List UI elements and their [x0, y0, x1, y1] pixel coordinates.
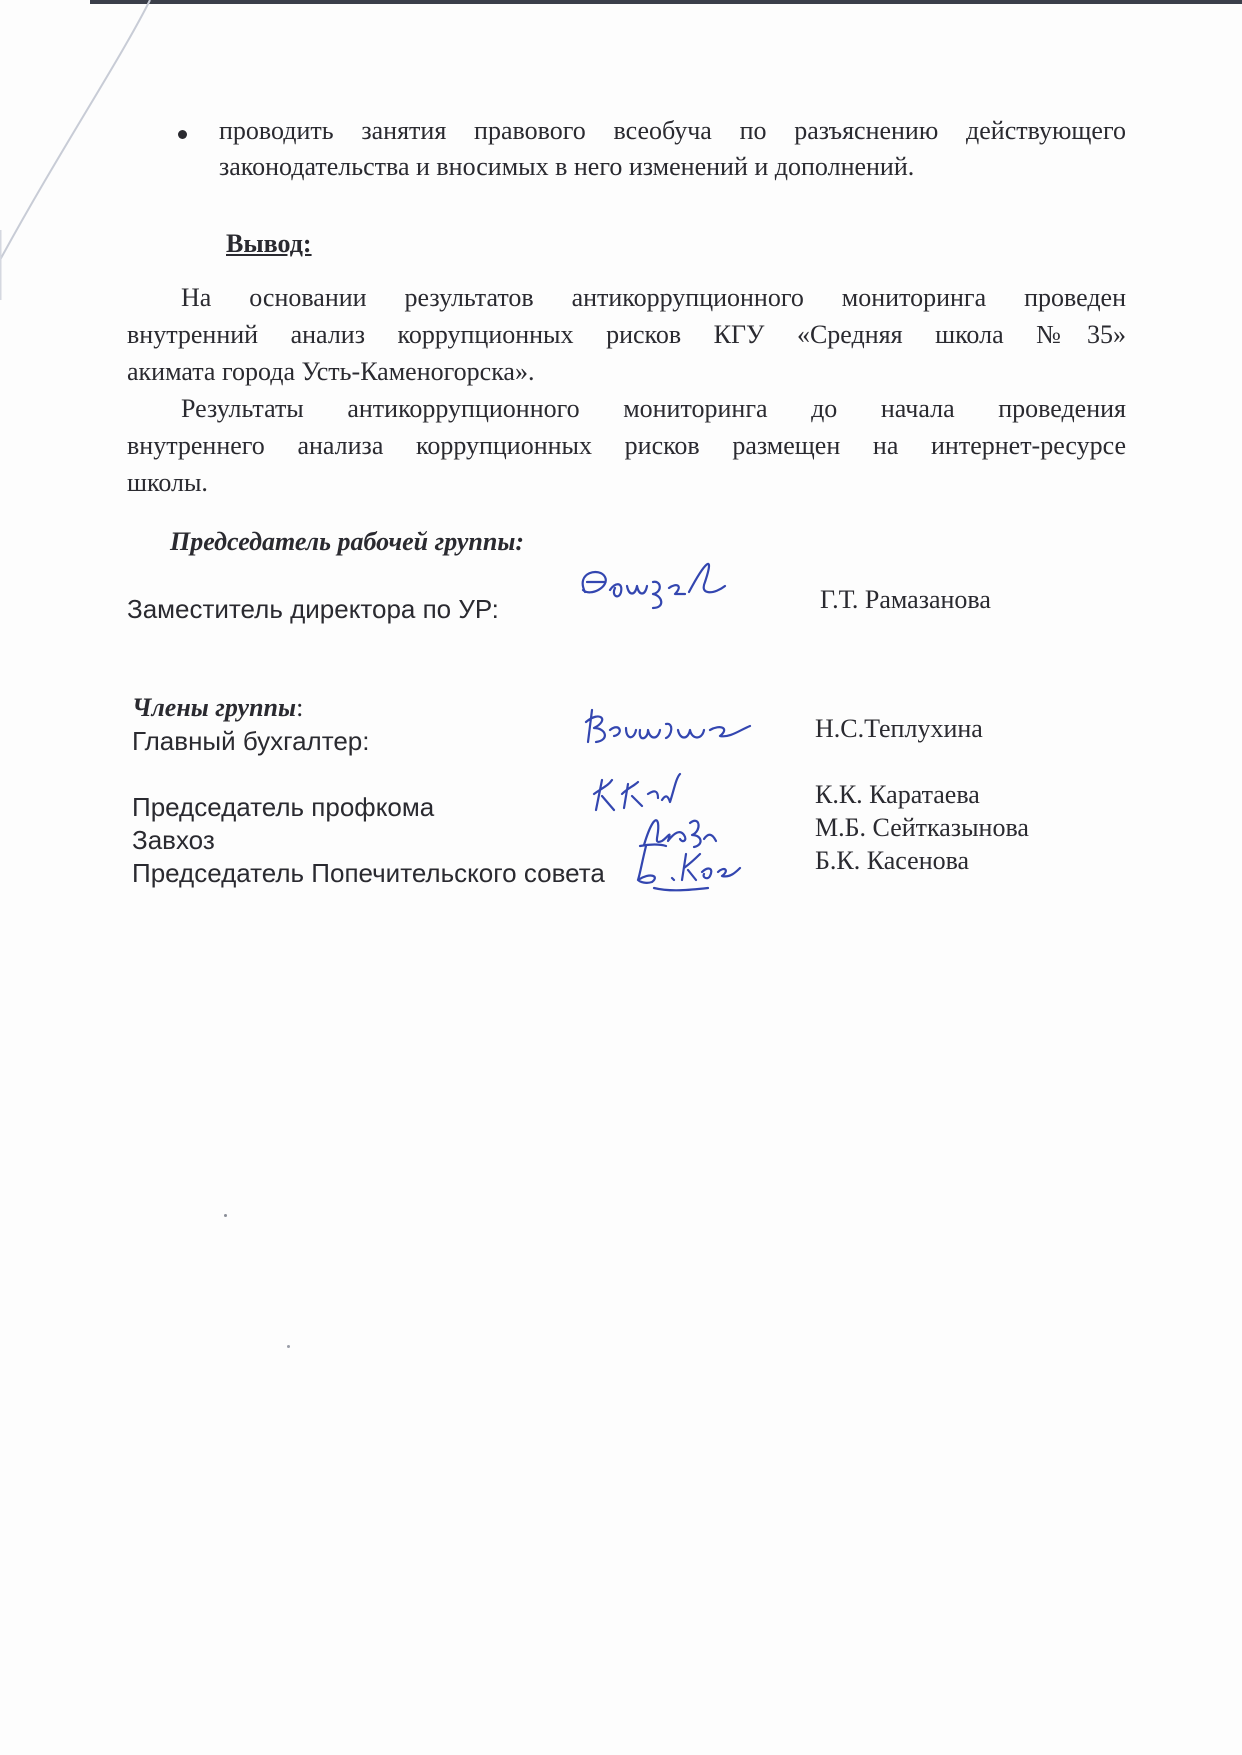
conclusion-paragraph-1-line-1: На основании результатов антикоррупционного мониторинга проведен [181, 283, 1126, 312]
member-signature-4-graphic [630, 838, 750, 893]
conclusion-paragraph-2-line-1: Результаты антикоррупционного мониторинга до начала проведения [181, 394, 1126, 423]
members-heading-wrap [132, 690, 303, 726]
conclusion-paragraph-2-line-3: школы. [127, 468, 208, 497]
bullet-dot-icon [178, 130, 187, 139]
conclusion-paragraph-2-line-2: внутреннего анализа коррупционных рисков размещен на интернет-ресурсе [127, 431, 1126, 460]
members-heading: Члены группы [132, 693, 297, 722]
member-position-2: Председатель профкома [132, 792, 435, 822]
conclusion-paragraph-1-line-3: акимата города Усть-Каменогорска». [127, 357, 535, 386]
scan-edge [90, 0, 1242, 4]
bullet-item-line-1: проводить занятия правового всеобуча по разъяснению действующего [219, 116, 1126, 145]
chair-position: Заместитель директора по УР: [127, 594, 499, 624]
chair-signature-graphic [565, 552, 735, 622]
scan-speck [287, 1345, 290, 1348]
bullet-item-line-2: законодательства и вносимых в него изменений и дополнений. [219, 152, 915, 181]
member-name-1: Н.С.Теплухина [815, 714, 983, 743]
members-heading-colon: : [296, 693, 304, 722]
member-position-4: Председатель Попечительского совета [132, 858, 605, 888]
chair-heading: Председатель рабочей группы: [170, 527, 525, 556]
conclusion-paragraph-1-line-2: внутренний анализ коррупционных рисков КГУ «Средняя школа №35» [127, 320, 1126, 349]
scan-fold-mark [0, 0, 160, 300]
member-position-1: Главный бухгалтер: [132, 726, 370, 756]
member-name-3: М.Б. Сейтказынова [815, 813, 1029, 842]
member-name-2: К.К. Каратаева [815, 780, 980, 809]
conclusion-heading: Вывод: [226, 229, 312, 258]
chair-name: Г.Т. Рамазанова [820, 585, 991, 614]
member-signature-1-graphic [580, 700, 760, 750]
scan-speck [224, 1214, 227, 1217]
member-position-3: Завхоз [132, 825, 215, 855]
member-name-4: Б.К. Касенова [815, 846, 970, 875]
